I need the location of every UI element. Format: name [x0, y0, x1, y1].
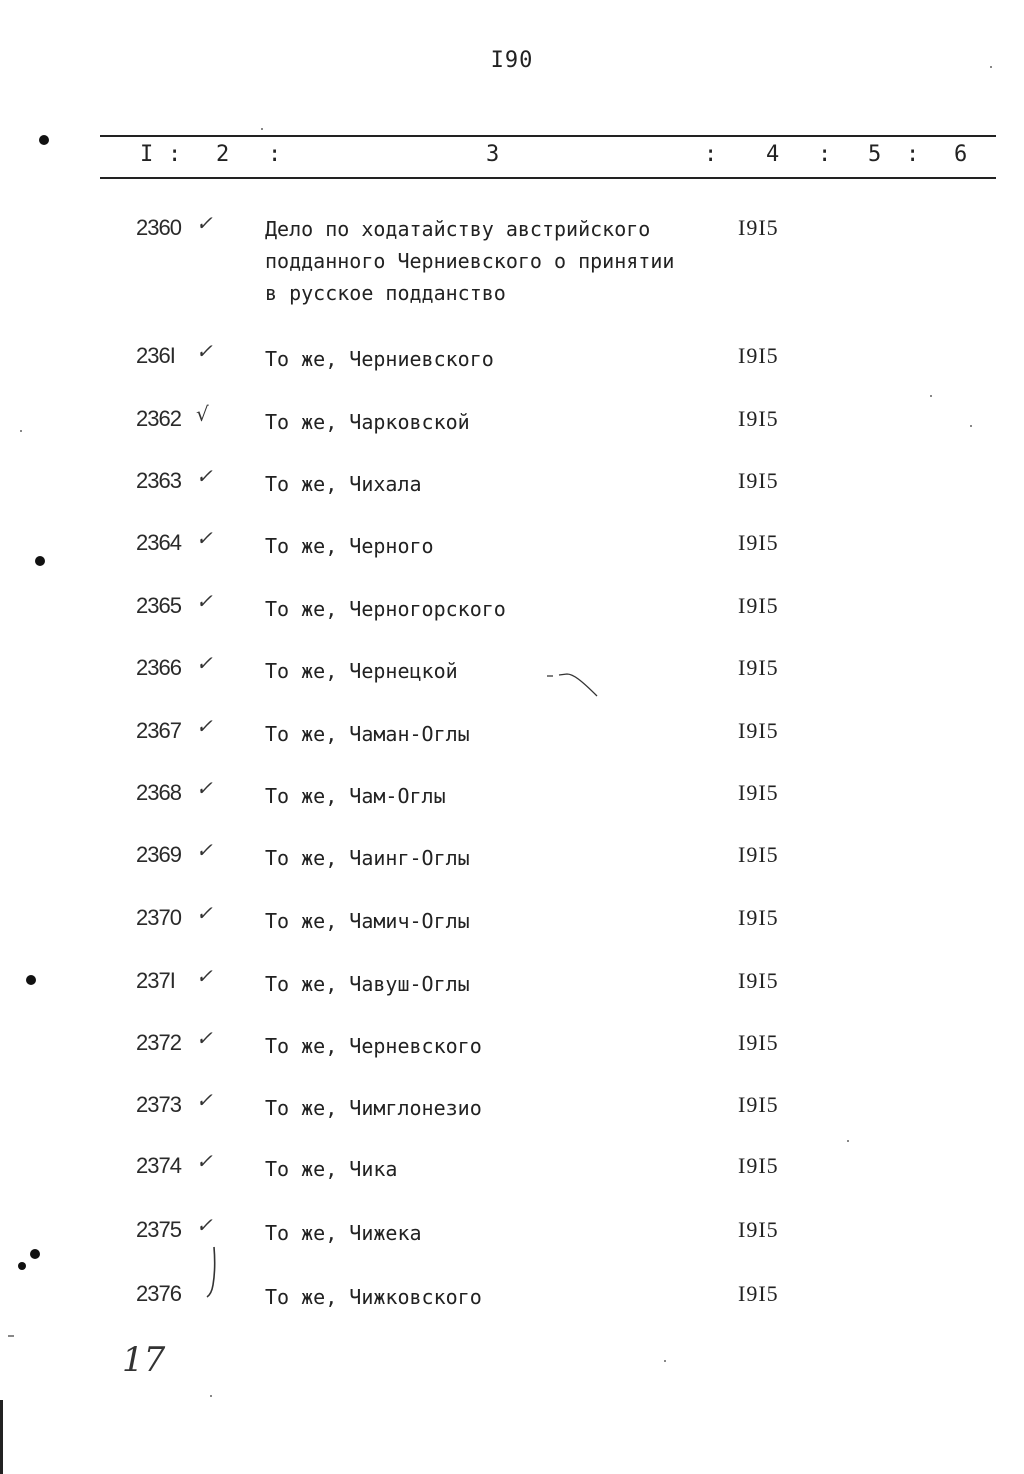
item-description: То же, Чаман-Оглы [265, 722, 470, 746]
check-mark-icon: √ [196, 402, 209, 426]
header-col-3: 3 [486, 142, 500, 167]
header-separator: : [268, 142, 282, 167]
item-number: 2373 [136, 1092, 181, 1117]
header-separator: : [818, 142, 832, 167]
long-check-stroke-icon [205, 1245, 219, 1301]
check-mark-icon: ✓ [196, 526, 213, 550]
item-year: I9I5 [738, 1281, 779, 1306]
header-separator: : [704, 142, 718, 167]
item-number: 2372 [136, 1030, 181, 1055]
item-year: I9I5 [738, 406, 779, 431]
item-year: I9I5 [738, 1030, 779, 1055]
header-col-2: 2 [216, 142, 230, 167]
check-mark-icon: ✓ [196, 1149, 213, 1173]
check-mark-icon: ✓ [196, 714, 213, 738]
scan-speck [8, 1335, 14, 1337]
check-mark-icon: ✓ [196, 1088, 213, 1112]
item-description: То же, Чам-Оглы [265, 784, 446, 808]
item-year: I9I5 [738, 780, 779, 805]
item-year: I9I5 [738, 655, 779, 680]
item-description: То же, Чижека [265, 1221, 422, 1245]
check-mark-icon: ✓ [196, 589, 213, 613]
item-year: I9I5 [738, 1092, 779, 1117]
check-mark-icon: ✓ [196, 211, 213, 235]
scan-speck [261, 128, 263, 130]
binding-hole-dot [26, 975, 36, 985]
item-number: 2367 [136, 718, 181, 743]
check-mark-icon: ✓ [196, 964, 213, 988]
header-col-5: 5 [868, 142, 882, 167]
item-number: 236I [136, 343, 175, 368]
item-description: То же, Чижковского [265, 1285, 482, 1309]
check-mark-icon: ✓ [196, 1026, 213, 1050]
binding-hole-dot [30, 1249, 40, 1259]
check-mark-icon: ✓ [196, 339, 213, 363]
page-edge-line [0, 1400, 3, 1474]
item-year: I9I5 [738, 1153, 779, 1178]
item-number: 2365 [136, 593, 181, 618]
scan-speck [970, 425, 972, 427]
item-number: 2364 [136, 530, 181, 555]
item-number: 2374 [136, 1153, 181, 1178]
header-col-4: 4 [766, 142, 780, 167]
header-col-6: 6 [954, 142, 968, 167]
item-number: 2362 [136, 406, 181, 431]
item-description: То же, Чимглонезио [265, 1096, 482, 1120]
item-description: То же, Черногорского [265, 597, 506, 621]
item-number: 2375 [136, 1217, 181, 1242]
item-year: I9I5 [738, 842, 779, 867]
binding-hole-dot [18, 1262, 26, 1270]
item-number: 2376 [136, 1281, 181, 1306]
item-description: То же, Чавуш-Оглы [265, 972, 470, 996]
pencil-scribble-icon [545, 660, 605, 700]
scan-speck [664, 1360, 666, 1362]
scan-speck [990, 66, 992, 68]
item-year: I9I5 [738, 968, 779, 993]
item-number: 2368 [136, 780, 181, 805]
item-number: 2360 [136, 215, 181, 240]
scan-speck [210, 1395, 212, 1397]
check-mark-icon: ✓ [196, 464, 213, 488]
scan-speck [930, 395, 932, 397]
item-number: 237I [136, 968, 175, 993]
item-description: То же, Чихала [265, 472, 422, 496]
item-description: Дело по ходатайству австрийского подданного Черниевского о принятии в русское подданство [265, 217, 675, 305]
check-mark-icon: ✓ [196, 1213, 213, 1237]
item-description: То же, Черниевского [265, 347, 494, 371]
item-description: То же, Чаинг-Оглы [265, 846, 470, 870]
handwritten-folio-number: 17 [122, 1340, 166, 1380]
check-mark-icon: ✓ [196, 776, 213, 800]
item-year: I9I5 [738, 593, 779, 618]
item-year: I9I5 [738, 215, 779, 240]
item-description: То же, Черневского [265, 1034, 482, 1058]
page-number: I90 [490, 48, 534, 73]
binding-hole-dot [35, 556, 45, 566]
item-number: 2366 [136, 655, 181, 680]
item-number: 2370 [136, 905, 181, 930]
check-mark-icon: ✓ [196, 838, 213, 862]
header-separator: : [168, 142, 182, 167]
item-description: То же, Черного [265, 534, 434, 558]
item-description: То же, Чамич-Оглы [265, 909, 470, 933]
item-year: I9I5 [738, 905, 779, 930]
header-col-1: I [140, 142, 154, 167]
binding-hole-dot [39, 135, 49, 145]
scan-speck [847, 1140, 849, 1142]
item-description: То же, Чарковской [265, 410, 470, 434]
item-description: То же, Чика [265, 1157, 398, 1181]
header-separator: : [906, 142, 920, 167]
check-mark-icon: ✓ [196, 901, 213, 925]
item-description: То же, Чернецкой [265, 659, 458, 683]
item-number: 2369 [136, 842, 181, 867]
check-mark-icon: ✓ [196, 651, 213, 675]
item-year: I9I5 [738, 343, 779, 368]
scan-speck [20, 430, 22, 432]
item-year: I9I5 [738, 468, 779, 493]
item-year: I9I5 [738, 718, 779, 743]
item-year: I9I5 [738, 1217, 779, 1242]
item-year: I9I5 [738, 530, 779, 555]
item-number: 2363 [136, 468, 181, 493]
